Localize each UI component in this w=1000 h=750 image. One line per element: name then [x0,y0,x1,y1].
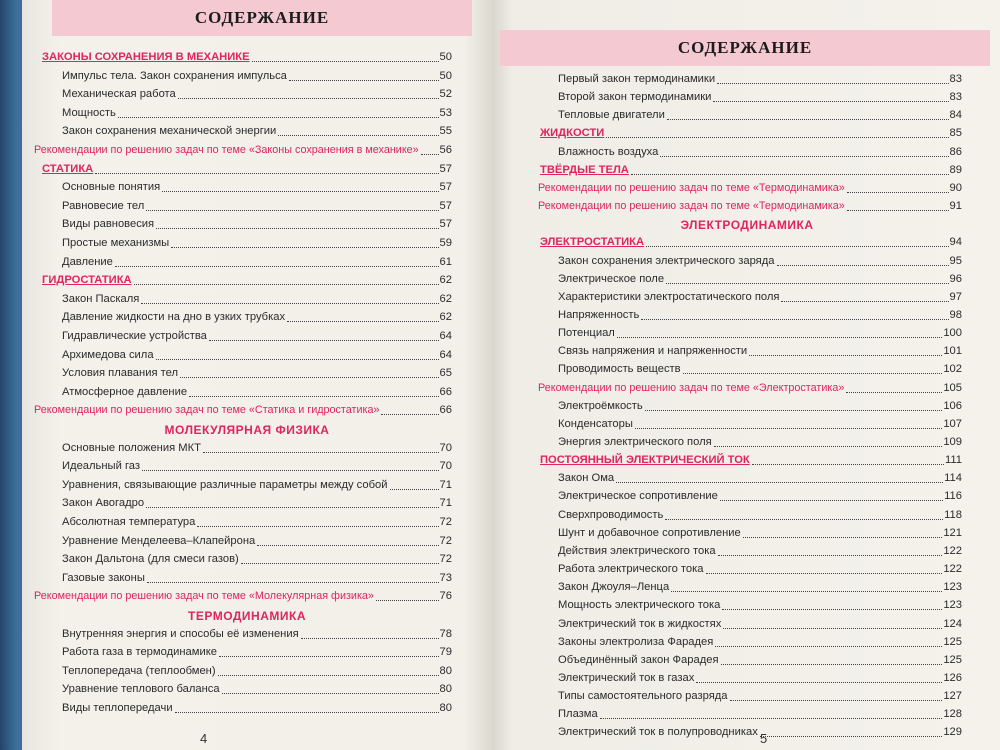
toc-page-number: 71 [439,478,452,491]
toc-entry-title: Типы самостоятельного разряда [558,690,728,703]
toc-item-row[interactable] [558,707,962,722]
toc-page-number: 83 [949,91,962,104]
toc-item-row[interactable] [62,124,452,139]
toc-dot-leader [713,101,948,102]
toc-entry-title: Законы электролиза Фарадея [558,635,714,648]
toc-page-number: 78 [439,627,452,640]
toc-entry-title: Уравнение Менделеева–Клапейрона [62,534,256,547]
left-page-title: СОДЕРЖАНИЕ [194,8,330,27]
toc-page-number: 62 [439,292,452,305]
toc-entry-title: ЗАКОНЫ СОХРАНЕНИЯ В МЕХАНИКЕ [42,51,250,63]
toc-page-number: 79 [439,646,452,659]
toc-page-number: 123 [943,581,962,594]
toc-entry-title: Архимедова сила [62,348,154,361]
left-page [22,0,492,750]
toc-item-row[interactable] [62,645,452,660]
toc-entry-title: Проводимость веществ [558,363,681,376]
toc-item-row[interactable] [62,552,452,567]
toc-page-number: 121 [943,526,962,539]
toc-page-number: 72 [439,534,452,547]
toc-item-row[interactable] [62,496,452,511]
toc-dot-leader [171,247,438,248]
toc-dot-leader [289,80,439,81]
toc-dot-leader [222,693,439,694]
toc-page-number: 57 [439,218,452,231]
toc-entry-title: СТАТИКА [42,162,94,175]
toc-page-number: 128 [943,708,962,721]
toc-item-row[interactable] [558,508,962,523]
toc-item-row[interactable] [558,308,962,323]
toc-page-number: 76 [439,590,452,603]
toc-part-heading: ЭЛЕКТРОДИНАМИКА [680,218,814,233]
toc-page-number: 55 [439,125,452,138]
toc-item-row[interactable] [558,635,962,650]
toc-entry-title: Уравнения, связывающие различные параметры между собой [62,478,388,491]
toc-section-row[interactable] [540,235,962,250]
toc-entry-title: Закон Джоуля–Ленца [558,581,670,594]
toc-page-number: 83 [949,73,962,85]
toc-dot-leader [203,452,439,453]
toc-section-row[interactable] [540,163,962,178]
toc-page-number: 126 [943,671,962,684]
toc-entry-title: Электрический ток в жидкостях [558,617,722,630]
toc-page-number: 116 [944,490,962,503]
toc-item-row[interactable] [62,627,452,642]
toc-item-row[interactable] [558,489,962,504]
toc-dot-leader [146,210,438,211]
toc-page-number: 90 [949,181,962,194]
toc-item-row[interactable] [62,348,452,363]
toc-dot-leader [706,573,943,574]
toc-dot-leader [721,664,943,665]
toc-page-number: 124 [943,617,962,630]
toc-dot-leader [645,410,943,411]
toc-entry-title: Закон Ома [558,472,615,485]
toc-entry-title: Энергия электрического поля [558,436,712,448]
toc-page-number: 118 [944,508,962,521]
toc-item-row[interactable] [558,344,962,359]
toc-entry-title: Атмосферное давление [62,385,188,398]
toc-dot-leader [390,489,439,490]
toc-dot-leader [156,228,438,229]
toc-item-row[interactable] [558,72,962,87]
toc-entry-title: ГИДРОСТАТИКА [42,274,132,287]
toc-item-row[interactable] [62,217,452,232]
toc-item-row[interactable] [558,254,962,269]
toc-item-row[interactable] [558,617,962,632]
toc-recommendation-row[interactable] [34,403,452,418]
toc-item-row[interactable] [62,329,452,344]
toc-page-number: 73 [439,571,452,584]
toc-dot-leader [156,359,439,360]
toc-item-row[interactable] [558,653,962,668]
toc-page-number: 125 [943,653,962,666]
toc-dot-leader [667,119,949,120]
toc-dot-leader [606,137,948,138]
right-page-number: 5 [760,731,768,746]
toc-dot-leader [301,638,439,639]
toc-entry-title: Влажность воздуха [558,145,659,158]
toc-entry-title: Газовые законы [62,571,145,584]
toc-page-number: 53 [439,106,452,119]
toc-page-number: 80 [439,702,452,714]
toc-item-row[interactable] [62,385,452,400]
toc-section-row[interactable] [42,50,452,65]
toc-item-row[interactable] [558,671,962,686]
toc-page-number: 106 [943,399,962,412]
toc-dot-leader [376,600,439,601]
toc-recommendation-row[interactable] [34,143,452,158]
toc-recommendation-row[interactable] [538,381,962,396]
toc-dot-leader [600,718,943,719]
toc-page-number: 85 [949,127,962,140]
toc-page-number: 129 [943,726,962,739]
toc-entry-title: Первый закон термодинамики [558,73,716,85]
toc-item-row[interactable] [558,689,962,704]
toc-dot-leader [257,545,438,546]
toc-dot-leader [175,712,439,713]
toc-page-number: 114 [944,472,962,485]
toc-entry-title: Рекомендации по решению задач по теме «Законы сохранения в механике» [34,144,419,156]
toc-page-number: 61 [439,255,452,268]
toc-entry-title: Абсолютная температура [62,516,196,528]
toc-item-row[interactable] [558,417,962,432]
toc-entry-title: Связь напряжения и напряженности [558,345,748,358]
toc-entry-title: Работа газа в термодинамике [62,646,217,659]
toc-item-row[interactable] [62,199,452,214]
toc-dot-leader [696,682,942,683]
toc-page-number: 72 [439,516,452,528]
toc-item-row[interactable] [558,145,962,160]
toc-item-row[interactable] [62,478,452,493]
toc-dot-leader [718,555,943,556]
toc-page-number: 105 [943,381,962,394]
toc-recommendation-row[interactable] [34,589,452,604]
toc-dot-leader [666,283,949,284]
toc-dot-leader [142,470,439,471]
toc-page-number: 97 [949,290,962,303]
toc-entry-title: Потенциал [558,327,615,340]
toc-dot-leader [722,609,942,610]
toc-page-number: 84 [949,109,962,122]
toc-entry-title: ЖИДКОСТИ [540,127,605,140]
toc-page-number: 57 [439,199,452,212]
toc-dot-leader [749,355,942,356]
toc-entry-title: Рекомендации по решению задач по теме «Молекулярная физика» [34,590,374,603]
toc-entry-title: Основные понятия [62,181,161,194]
toc-page-number: 64 [439,348,452,361]
toc-entry-title: Закон Паскаля [62,292,140,305]
toc-dot-leader [219,656,439,657]
toc-item-row[interactable] [558,580,962,595]
toc-item-row[interactable] [62,441,452,456]
toc-dot-leader [180,377,439,378]
toc-entry-title: Рекомендации по решению задач по теме «Термодинамика» [538,181,845,194]
toc-dot-leader [134,284,439,285]
toc-page-number: 125 [943,635,962,648]
toc-page-number: 52 [439,88,452,101]
toc-item-row[interactable] [62,255,452,270]
toc-page-number: 50 [439,51,452,63]
toc-dot-leader [846,392,942,393]
toc-page-number: 102 [943,363,962,376]
toc-dot-leader [141,303,438,304]
toc-dot-leader [720,500,943,501]
toc-entry-title: Конденсаторы [558,417,633,430]
toc-entry-title: Мощность электрического тока [558,599,721,612]
toc-entry-title: Рекомендации по решению задач по теме «Статика и гидростатика» [34,404,380,417]
toc-page-number: 100 [943,327,962,340]
toc-entry-title: Напряженность [558,308,640,321]
toc-entry-title: Закон Авогадро [62,497,145,510]
toc-dot-leader [646,246,949,247]
toc-dot-leader [421,154,439,155]
toc-item-row[interactable] [62,292,452,307]
toc-item-row[interactable] [558,272,962,287]
toc-dot-leader [847,210,949,211]
toc-item-row[interactable] [558,399,962,414]
toc-entry-title: Виды равновесия [62,218,155,231]
toc-entry-title: Уравнение теплового баланса [62,683,220,696]
toc-page-number: 62 [439,274,452,287]
toc-page-number: 109 [943,436,962,448]
toc-dot-leader [641,319,948,320]
toc-page-number: 91 [949,200,962,213]
toc-entry-title: Закон сохранения механической энергии [62,125,277,138]
toc-entry-title: Идеальный газ [62,460,141,473]
toc-page-number: 80 [439,664,452,677]
toc-dot-leader [717,83,948,84]
toc-page-number: 107 [943,417,962,430]
right-page [492,0,1000,750]
toc-dot-leader [146,507,439,508]
toc-entry-title: Электрическое сопротивление [558,490,718,503]
toc-page-number: 50 [439,69,452,82]
toc-page-number: 66 [439,404,452,417]
toc-page-number: 95 [949,254,962,267]
toc-recommendation-row[interactable] [538,199,962,214]
toc-page-number: 71 [439,497,452,510]
toc-dot-leader [714,446,943,447]
toc-item-row[interactable] [62,87,452,102]
toc-dot-leader [178,98,439,99]
toc-page-number: 62 [439,311,452,324]
toc-page-number: 72 [439,553,452,566]
toc-page-number: 56 [439,144,452,156]
toc-dot-leader [209,340,439,341]
toc-entry-title: Плазма [558,708,598,721]
toc-item-row[interactable] [62,664,452,679]
toc-entry-title: Гидравлические устройства [62,330,207,342]
toc-page-number: 70 [439,460,452,473]
toc-entry-title: Равновесие тел [62,199,145,212]
toc-page-number: 89 [949,163,962,176]
toc-entry-title: Основные положения МКТ [62,441,201,454]
toc-entry-title: Рекомендации по решению задач по теме «Электростатика» [538,381,845,394]
toc-page-number: 70 [439,441,452,454]
toc-item-row[interactable] [558,544,962,559]
toc-item-row[interactable] [558,326,962,341]
toc-item-row[interactable] [62,106,452,121]
toc-dot-leader [635,428,942,429]
toc-entry-title: Виды теплопередачи [62,702,173,714]
toc-recommendation-row[interactable] [538,181,962,196]
toc-entry-title: Закон сохранения электрического заряда [558,254,775,267]
toc-page-number: 123 [943,599,962,612]
toc-section-row[interactable] [42,162,452,177]
toc-entry-title: Второй закон термодинамики [558,91,712,104]
toc-item-row[interactable] [62,236,452,251]
toc-entry-title: Закон Дальтона (для смеси газов) [62,553,239,566]
toc-entry-title: Мощность [62,106,116,119]
right-page-title: СОДЕРЖАНИЕ [677,38,813,57]
toc-entry-title: Давление [62,255,113,268]
right-header-band [500,30,990,66]
toc-entry-title: Теплопередача (теплообмен) [62,664,216,677]
toc-dot-leader [287,321,439,322]
toc-dot-leader [715,646,942,647]
toc-dot-leader [278,135,438,136]
toc-entry-title: Электрический ток в полупроводниках [558,726,758,739]
toc-page-number: 127 [943,690,962,703]
toc-entry-title: ПОСТОЯННЫЙ ЭЛЕКТРИЧЕСКИЙ ТОК [540,454,750,467]
toc-item-row[interactable] [558,598,962,613]
toc-dot-leader [218,675,439,676]
toc-page-number: 59 [439,237,452,249]
toc-dot-leader [147,582,439,583]
toc-page-number: 57 [439,162,452,175]
toc-section-row[interactable] [540,453,962,468]
toc-dot-leader [760,736,943,737]
toc-dot-leader [752,464,944,465]
toc-item-row[interactable] [62,366,452,381]
toc-dot-leader [162,191,438,192]
toc-dot-leader [252,61,439,62]
toc-item-row[interactable] [558,290,962,305]
toc-page-number: 122 [943,544,962,557]
toc-dot-leader [381,414,438,415]
toc-item-row[interactable] [558,435,962,450]
toc-page-number: 98 [949,308,962,321]
toc-item-row[interactable] [558,362,962,377]
toc-item-row[interactable] [62,459,452,474]
toc-item-row[interactable] [62,701,452,716]
toc-dot-leader [631,174,949,175]
toc-dot-leader [781,301,948,302]
toc-dot-leader [777,265,949,266]
toc-entry-title: Электроёмкость [558,399,643,412]
toc-dot-leader [189,396,438,397]
toc-entry-title: Сверхпроводимость [558,508,664,521]
toc-item-row[interactable] [558,562,962,577]
toc-item-row[interactable] [62,571,452,586]
toc-item-row[interactable] [62,515,452,530]
toc-dot-leader [115,266,439,267]
toc-entry-title: Работа электрического тока [558,563,704,576]
toc-page-number: 80 [439,683,452,696]
toc-page-number: 101 [943,345,962,358]
toc-entry-title: ЭЛЕКТРОСТАТИКА [540,236,645,249]
toc-item-row[interactable] [558,90,962,105]
toc-entry-title: Характеристики электростатического поля [558,290,780,303]
toc-entry-title: Электрическое поле [558,272,665,285]
toc-entry-title: Давление жидкости на дно в узких трубках [62,311,286,324]
toc-entry-title: Объединённый закон Фарадея [558,653,719,666]
toc-page-number: 57 [439,181,452,194]
toc-section-row[interactable] [42,273,452,288]
toc-dot-leader [723,628,942,629]
toc-dot-leader [660,156,948,157]
toc-dot-leader [197,526,438,527]
toc-page-number: 122 [943,563,962,576]
toc-page-number: 86 [949,145,962,158]
toc-page-number: 96 [949,272,962,285]
toc-item-row[interactable] [62,682,452,697]
toc-entry-title: Механическая работа [62,88,176,101]
toc-part-heading: МОЛЕКУЛЯРНАЯ ФИЗИКА [164,423,330,437]
toc-page-number: 111 [944,454,962,467]
toc-page-number: 64 [439,330,452,342]
toc-item-row[interactable] [62,180,452,195]
left-header-band [52,0,472,36]
toc-entry-title: Простые механизмы [62,237,170,249]
toc-entry-title: Импульс тела. Закон сохранения импульса [62,69,287,82]
toc-item-row[interactable] [558,526,962,541]
toc-item-row[interactable] [62,69,452,84]
toc-part-heading: ТЕРМОДИНАМИКА [188,609,306,623]
toc-dot-leader [241,563,439,564]
toc-dot-leader [730,700,943,701]
left-page-number: 4 [200,731,208,746]
toc-entry-title: Тепловые двигатели [558,109,665,122]
toc-dot-leader [743,537,943,538]
toc-section-row[interactable] [540,126,962,141]
toc-page-number: 94 [949,236,962,249]
toc-dot-leader [671,591,942,592]
toc-dot-leader [95,173,438,174]
toc-page-number: 65 [439,367,452,380]
toc-entry-title: Действия электрического тока [558,544,716,557]
toc-dot-leader [616,482,943,483]
toc-entry-title: ТВЁРДЫЕ ТЕЛА [540,163,629,176]
toc-item-row[interactable] [558,471,962,486]
toc-item-row[interactable] [62,310,452,325]
toc-entry-title: Шунт и добавочное сопротивление [558,526,741,539]
toc-dot-leader [118,117,439,118]
toc-dot-leader [683,373,943,374]
toc-entry-title: Электрический ток в газах [558,671,695,684]
toc-entry-title: Внутренняя энергия и способы её изменения [62,627,299,640]
toc-dot-leader [847,192,949,193]
toc-dot-leader [665,519,943,520]
toc-page-number: 66 [439,385,452,398]
toc-dot-leader [617,337,943,338]
toc-entry-title: Условия плавания тел [62,367,179,380]
toc-item-row[interactable] [558,108,962,123]
toc-entry-title: Рекомендации по решению задач по теме «Термодинамика» [538,200,845,213]
toc-item-row[interactable] [62,534,452,549]
